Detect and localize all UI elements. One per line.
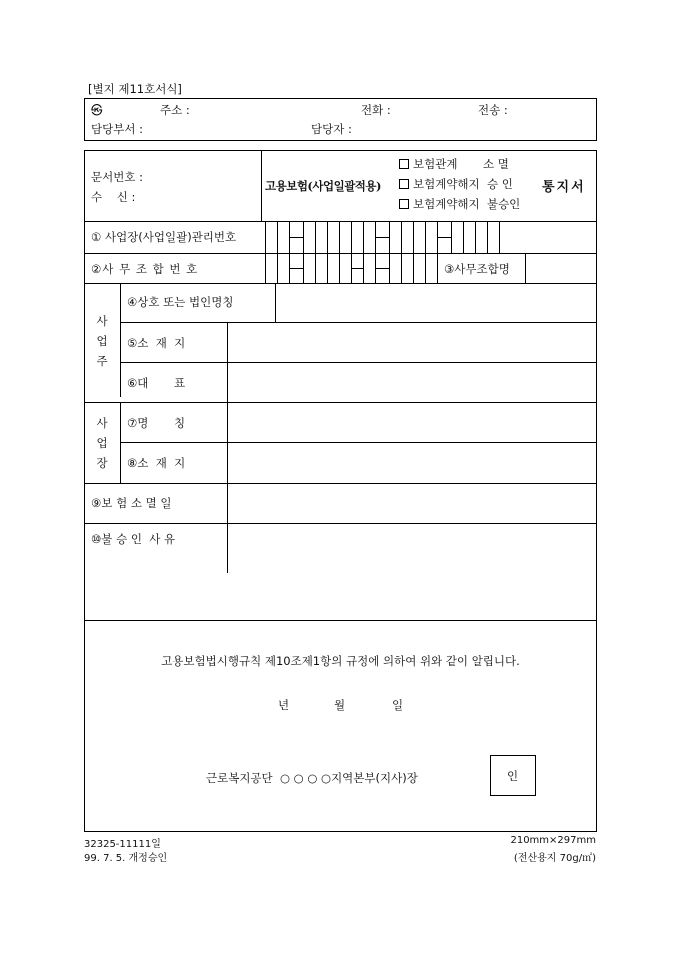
recipient-label: 수 신 : <box>91 190 136 204</box>
dept-label: 담당부서 : <box>91 122 143 136</box>
checkbox-icon[interactable] <box>399 179 409 189</box>
option-disapproval: 보험계약해지 불승인 <box>399 196 549 216</box>
union-number-cells[interactable] <box>265 253 445 283</box>
phone-label: 전화 : <box>361 103 391 117</box>
form-label: [별지 제11호서식] <box>88 82 182 96</box>
field-9-label: ⑨보 험 소 멸 일 <box>91 496 172 510</box>
option-extinction: 보험관계 소 멸 <box>399 156 549 176</box>
sender-mark: ㉿ <box>91 103 103 117</box>
seal-label: 인 <box>507 769 519 783</box>
field-4-label: ④상호 또는 법인명칭 <box>127 295 234 309</box>
field-8-label: ⑧소 재 지 <box>127 456 186 470</box>
approval-note: 99. 7. 5. 개정승인 <box>84 853 168 864</box>
field-1-label: ① 사업장(사업일괄)관리번호 <box>91 230 237 244</box>
notice-word: 통지서 <box>542 180 586 195</box>
insurance-title: 고용보험(사업일괄적용) <box>265 179 381 193</box>
field-7-label: ⑦명 칭 <box>127 416 186 430</box>
paper-size: 210mm×297mm <box>510 835 596 846</box>
checkbox-icon[interactable] <box>399 159 409 169</box>
option-approval: 보험계약해지 승 인 <box>399 176 549 196</box>
field-10-label: ⑩불 승 인 사 유 <box>91 532 176 546</box>
field-2-label: ②사 무 조 합 번 호 <box>91 262 199 276</box>
seal-box <box>490 755 536 796</box>
form-code: 32325-11111일 <box>84 839 161 850</box>
workplace-group-label: 사업장 <box>96 416 108 470</box>
notice-options <box>399 156 549 216</box>
employer-group-label: 사업주 <box>96 314 108 368</box>
field-5-label: ⑤소 재 지 <box>127 336 186 350</box>
person-label: 담당자 : <box>311 122 352 136</box>
fax-label: 전송 : <box>478 103 508 117</box>
doc-number-label: 문서번호 : <box>91 170 143 184</box>
field-6-label: ⑥대 표 <box>127 376 186 390</box>
main-form: 문서번호 : 수 신 : 고용보험(사업일괄적용) 보험관계 소 멸 보험계약해지 승 인 보험계약해지 불승인 통지서 ① 사업장(사업일괄)관리번호 ②사 무 조 합 번 호 ③사무조합명 사업주 ④상호 또는 법인명칭 ⑤소 재 지 ⑥대 표 사업장 ⑦명 칭 ⑧소 재 지 ⑨보 험 소 멸 일 ⑩불 승 인 사 유 고용보험법시행규칙 제10조제1항의 규정에 의하여 위와 같이 알립니다. 년 월 일 근로복지공단 ○ ○ ○ ○지역본부(지사)장 인 <box>84 150 597 832</box>
checkbox-icon[interactable] <box>399 199 409 209</box>
mgmt-number-cells[interactable] <box>265 221 521 253</box>
statement: 고용보험법시행규칙 제10조제1항의 규정에 의하여 위와 같이 알립니다. <box>161 654 520 668</box>
field-3-label: ③사무조합명 <box>444 262 510 276</box>
paper-weight: (전산용지 70g/㎡) <box>513 853 596 864</box>
address-label: 주소 : <box>160 103 190 117</box>
sender-box <box>84 98 597 141</box>
issuer: 근로복지공단 ○ ○ ○ ○지역본부(지사)장 <box>206 771 418 785</box>
